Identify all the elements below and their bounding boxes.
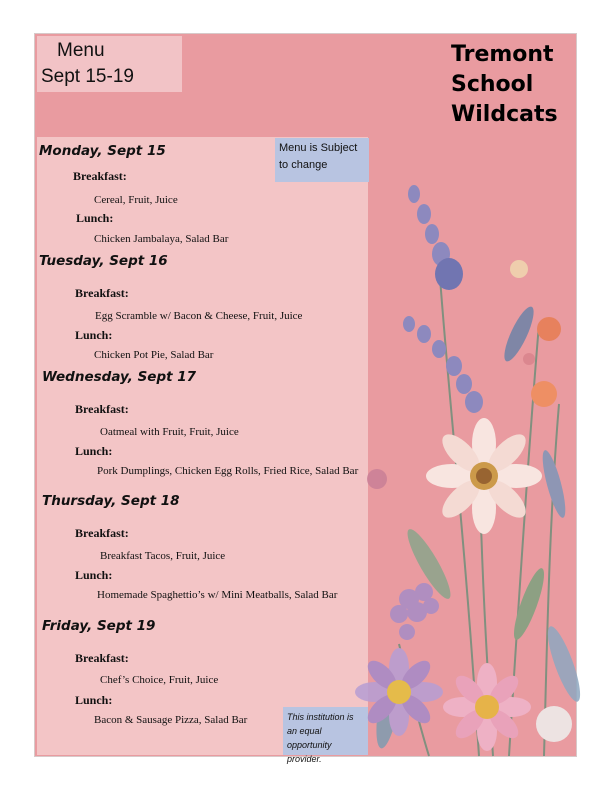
menu-header-box	[37, 36, 182, 92]
lunch-item-wednesday: Pork Dumplings, Chicken Egg Rolls, Fried Rice, Salad Bar	[97, 465, 359, 477]
school-name-line-2: School	[451, 72, 534, 97]
breakfast-label: Breakfast:	[75, 526, 129, 540]
day-heading-wednesday: Wednesday, Sept 17	[42, 369, 197, 385]
lunch-item-friday: Bacon & Sausage Pizza, Salad Bar	[94, 714, 248, 726]
lunch-item-monday: Chicken Jambalaya, Salad Bar	[94, 233, 229, 245]
lunch-label: Lunch:	[76, 211, 114, 225]
equal-opportunity-statement: This institution is an equal opportunity provider.	[283, 707, 368, 755]
school-name-line-3: Wildcats	[451, 102, 558, 127]
lunch-label: Lunch:	[75, 693, 113, 707]
breakfast-item-thursday: Breakfast Tacos, Fruit, Juice	[100, 550, 226, 562]
breakfast-item-tuesday: Egg Scramble w/ Bacon & Cheese, Fruit, Juice	[95, 310, 303, 322]
lunch-label: Lunch:	[75, 328, 113, 342]
menu-title: Menu	[57, 40, 105, 61]
breakfast-item-monday: Cereal, Fruit, Juice	[94, 194, 178, 206]
menu-dates: Sept 15-19	[41, 66, 134, 87]
lunch-item-tuesday: Chicken Pot Pie, Salad Bar	[94, 349, 214, 361]
breakfast-label: Breakfast:	[75, 286, 129, 300]
lunch-label: Lunch:	[75, 444, 113, 458]
breakfast-label: Breakfast:	[75, 651, 129, 665]
school-name	[451, 40, 558, 130]
school-name-line-1: Tremont	[451, 42, 554, 67]
day-heading-tuesday: Tuesday, Sept 16	[39, 253, 168, 269]
day-heading-friday: Friday, Sept 19	[42, 618, 156, 634]
breakfast-label: Breakfast:	[75, 402, 129, 416]
day-heading-thursday: Thursday, Sept 18	[42, 493, 180, 509]
menu-page	[34, 33, 577, 764]
lunch-item-thursday: Homemade Spaghettio’s w/ Mini Meatballs, Salad Bar	[97, 589, 338, 601]
lunch-label: Lunch:	[75, 568, 113, 582]
breakfast-label: Breakfast:	[73, 169, 127, 183]
menu-panel	[37, 137, 368, 755]
flowers-illustration	[369, 144, 575, 756]
breakfast-item-wednesday: Oatmeal with Fruit, Fruit, Juice	[100, 426, 239, 438]
menu-subject-to-change-note: Menu is Subject to change	[275, 138, 369, 182]
day-heading-monday: Monday, Sept 15	[39, 143, 166, 159]
breakfast-item-friday: Chef’s Choice, Fruit, Juice	[100, 674, 219, 686]
